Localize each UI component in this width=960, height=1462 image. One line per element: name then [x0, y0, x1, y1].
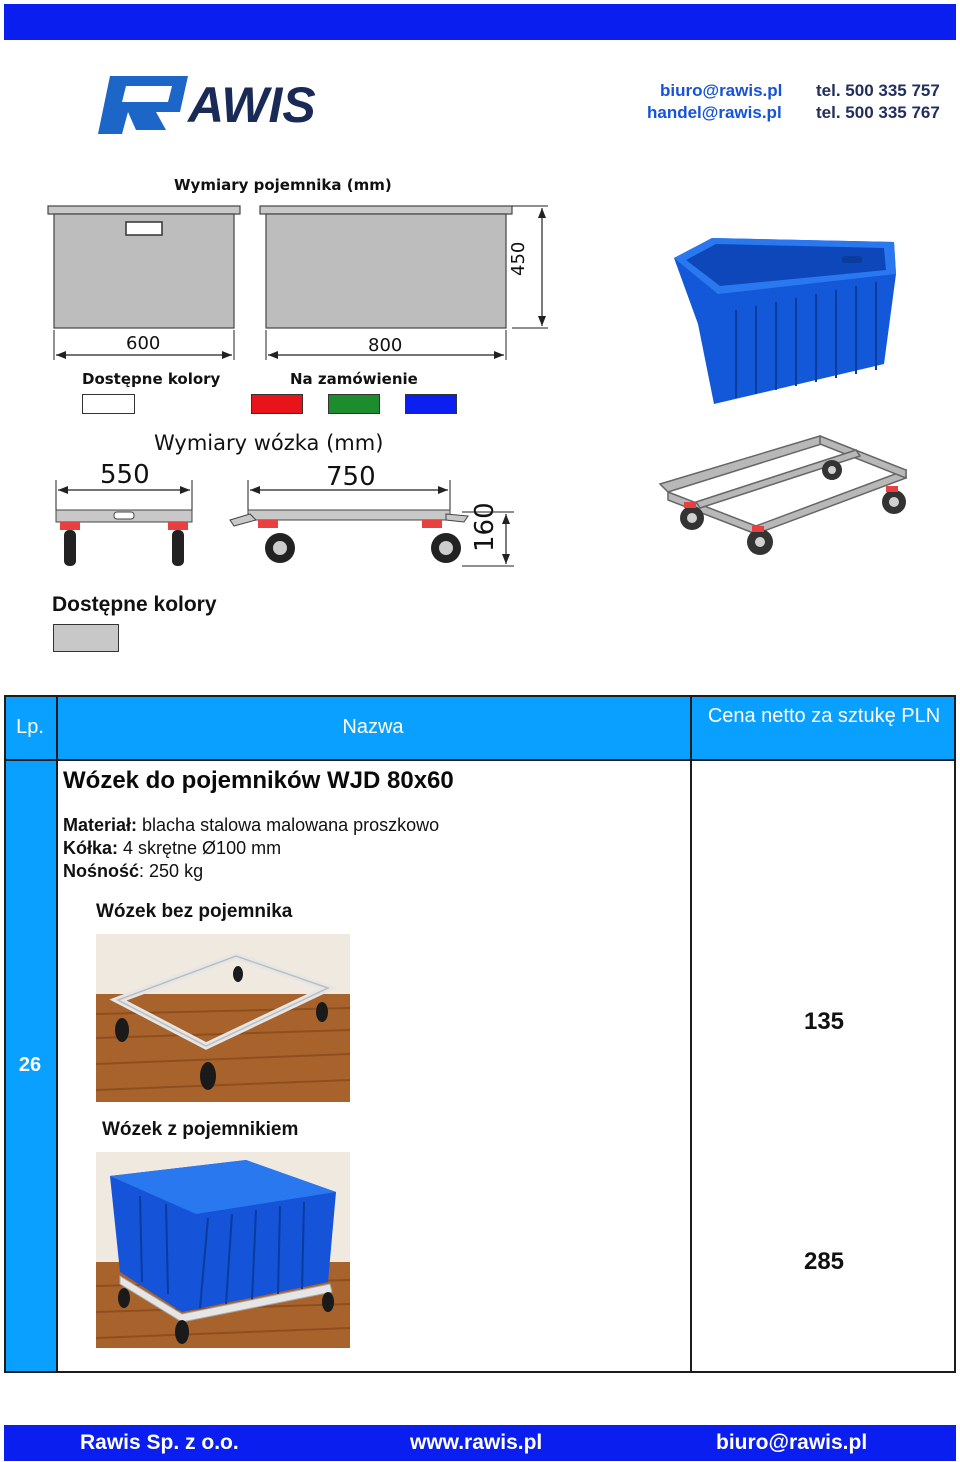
color-swatch-blue [405, 394, 457, 414]
email-link-handel[interactable]: handel@rawis.pl [647, 103, 782, 122]
spec-key: Materiał: [63, 815, 138, 835]
container-length-label: 800 [368, 335, 403, 356]
blue-container-image [646, 214, 946, 414]
footer-website-link[interactable]: www.rawis.pl [410, 1431, 543, 1454]
header-price: Cena netto za sztukę PLN [707, 705, 941, 727]
spec-line [63, 837, 281, 860]
cart-dimensions-title: Wymiary wózka (mm) [154, 431, 384, 455]
top-banner [4, 4, 956, 40]
table-divider [4, 759, 956, 761]
cart-dimensions-drawing [50, 480, 520, 576]
price-with-container: 285 [803, 1248, 845, 1275]
cart-height-label: 160 [470, 502, 500, 552]
cart-with-container-photo [96, 1152, 350, 1348]
cart-available-colors-label: Dostępne kolory [52, 593, 217, 616]
email-link-biuro[interactable]: biuro@rawis.pl [660, 81, 783, 100]
container-dimensions-title: Wymiary pojemnika (mm) [174, 176, 392, 194]
cart-length-label: 750 [326, 462, 376, 492]
color-swatch-red [251, 394, 303, 414]
spec-line [63, 860, 203, 883]
spec-value: 4 skrętne Ø100 mm [118, 838, 282, 858]
on-order-colors-label: Na zamówienie [290, 370, 418, 388]
color-swatch-green [328, 394, 380, 414]
header-name: Nazwa [342, 716, 404, 738]
spec-value: : 250 kg [139, 861, 204, 881]
rawis-logo[interactable] [96, 72, 388, 136]
price-without-container: 135 [803, 1008, 845, 1035]
logo-wordmark: AWIS [188, 77, 316, 133]
container-width-label: 600 [126, 333, 161, 354]
spec-key: Nośność [63, 861, 140, 881]
product-title: Wózek do pojemników WJD 80x60 [63, 767, 454, 794]
container-available-colors-label: Dostępne kolory [82, 370, 221, 388]
variant-caption-without-container: Wózek bez pojemnika [96, 901, 293, 922]
header-lp: Lp. [16, 716, 44, 738]
spec-key: Kółka: [63, 838, 119, 858]
spec-line [63, 814, 439, 837]
variant-caption-with-container: Wózek z pojemnikiem [102, 1119, 299, 1140]
footer-email-link[interactable]: biuro@rawis.pl [716, 1431, 868, 1454]
phone-2: tel. 500 335 767 [816, 103, 940, 122]
cart-image [656, 430, 916, 560]
color-swatch-white [82, 394, 135, 414]
table-divider [56, 695, 58, 1373]
phone-1: tel. 500 335 757 [816, 81, 940, 100]
footer-company: Rawis Sp. z o.o. [80, 1431, 239, 1454]
container-dimensions-drawing [44, 200, 554, 370]
spec-value: blacha stalowa malowana proszkowo [137, 815, 440, 835]
container-height-label: 450 [508, 241, 529, 276]
color-swatch-gray [53, 624, 119, 652]
row-lp: 26 [18, 1054, 42, 1076]
cart-without-container-photo [96, 934, 350, 1102]
cart-width-label: 550 [100, 460, 150, 490]
